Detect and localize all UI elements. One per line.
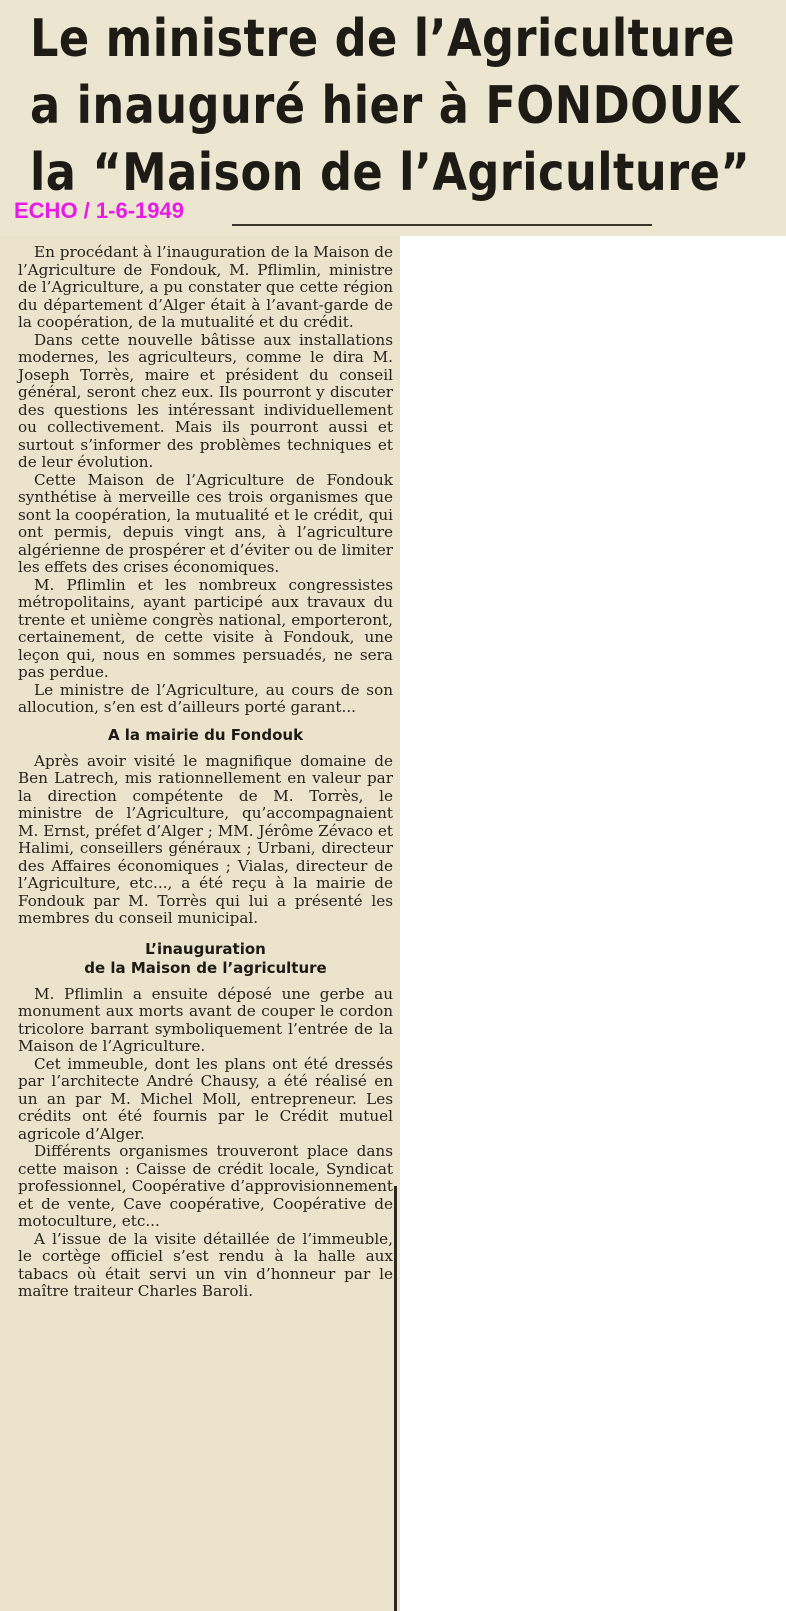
headline-rule — [232, 224, 652, 226]
headline-line-3: la “Maison de l’Agriculture” — [30, 143, 751, 203]
subheading-text: de la Maison de l’agriculture — [84, 958, 327, 977]
paragraph: M. Pflimlin et les nombreux congressistes métropolitains, ayant participé aux travaux du trente et unième congrès national, emporteront, certainement, de cette visite à Fondouk, une leçon qui, nous en sommes persuadés, ne sera pas perdue. — [18, 575, 393, 681]
source-stamp: ECHO / 1-6-1949 — [14, 198, 184, 223]
column-rule — [394, 1186, 397, 1611]
article-body — [18, 244, 393, 1301]
headline-line-2: a inauguré hier à FONDOUK — [30, 76, 741, 136]
article-section-2 — [18, 753, 393, 928]
paragraph: M. Pflimlin a ensuite déposé une gerbe au monument aux morts avant de couper le cordon tricolore barrant symboliquement l’entrée de la Maison de l’Agriculture. — [18, 984, 393, 1055]
paragraph: Cette Maison de l’Agriculture de Fondouk synthétise à merveille ces trois organismes que sont la coopération, la mutualité et le crédit, qui ont permis, depuis vingt ans, à l’agriculture algérienne de prospérer et d’éviter ou de limiter les effets des crises économiques. — [18, 470, 393, 576]
article-section-3 — [18, 986, 393, 1301]
subheading-mairie — [18, 726, 393, 745]
subheading-text: A la mairie du Fondouk — [107, 725, 304, 744]
headline-line-1: Le ministre de l’Agriculture — [30, 9, 735, 69]
paragraph: Dans cette nouvelle bâtisse aux installations modernes, les agriculteurs, comme le dira M. Joseph Torrès, maire et président du conseil général, seront chez eux. Ils pourront y discuter des questions les intéressant individuellement ou collectivement. Mais ils pourront aussi et surtout s’informer des problèmes techniques et de leur évolution. — [18, 330, 393, 471]
paragraph: Différents organismes trouveront place dans cette maison : Caisse de crédit locale, Syndicat professionnel, Coopérative d’approvisionnement et de vente, Cave coopérative, Coopérative de motoculture, etc... — [18, 1142, 393, 1230]
subheading-inauguration — [18, 940, 393, 978]
headline — [30, 6, 751, 207]
paragraph: Après avoir visité le magnifique domaine de Ben Latrech, mis rationnellement en valeur par la direction compétente de M. Torrès, le ministre de l’Agriculture, qu’accompagnaient M. Ernst, préfet d’Alger ; MM. Jérôme Zévaco et Halimi, conseillers généraux ; Urbani, directeur des Affaires économiques ; Vialas, directeur de l’Agriculture, etc..., a été reçu à la mairie de Fondouk par M. Torrès qui lui a présenté les membres du conseil municipal. — [18, 751, 393, 927]
article-section-1 — [18, 244, 393, 717]
paragraph: A l’issue de la visite détaillée de l’immeuble, le cortège officiel s’est rendu à la halle aux tabacs où était servi un vin d’honneur par le maître traiteur Charles Baroli. — [18, 1229, 393, 1300]
subheading-text: L’inauguration — [145, 939, 266, 958]
paragraph: Le ministre de l’Agriculture, au cours de son allocution, s’en est d’ailleurs porté garant... — [18, 680, 393, 716]
paragraph: En procédant à l’inauguration de la Maison de l’Agriculture de Fondouk, M. Pflimlin, ministre de l’Agriculture, a pu constater que cette région du département d’Alger était à l’avant-garde de la coopération, de la mutualité et du crédit. — [18, 243, 393, 331]
paragraph: Cet immeuble, dont les plans ont été dressés par l’architecte André Chausy, a été réalisé en un an par M. Michel Moll, entrepreneur. Les crédits ont été fournis par le Crédit mutuel agricole d’Alger. — [18, 1054, 393, 1143]
